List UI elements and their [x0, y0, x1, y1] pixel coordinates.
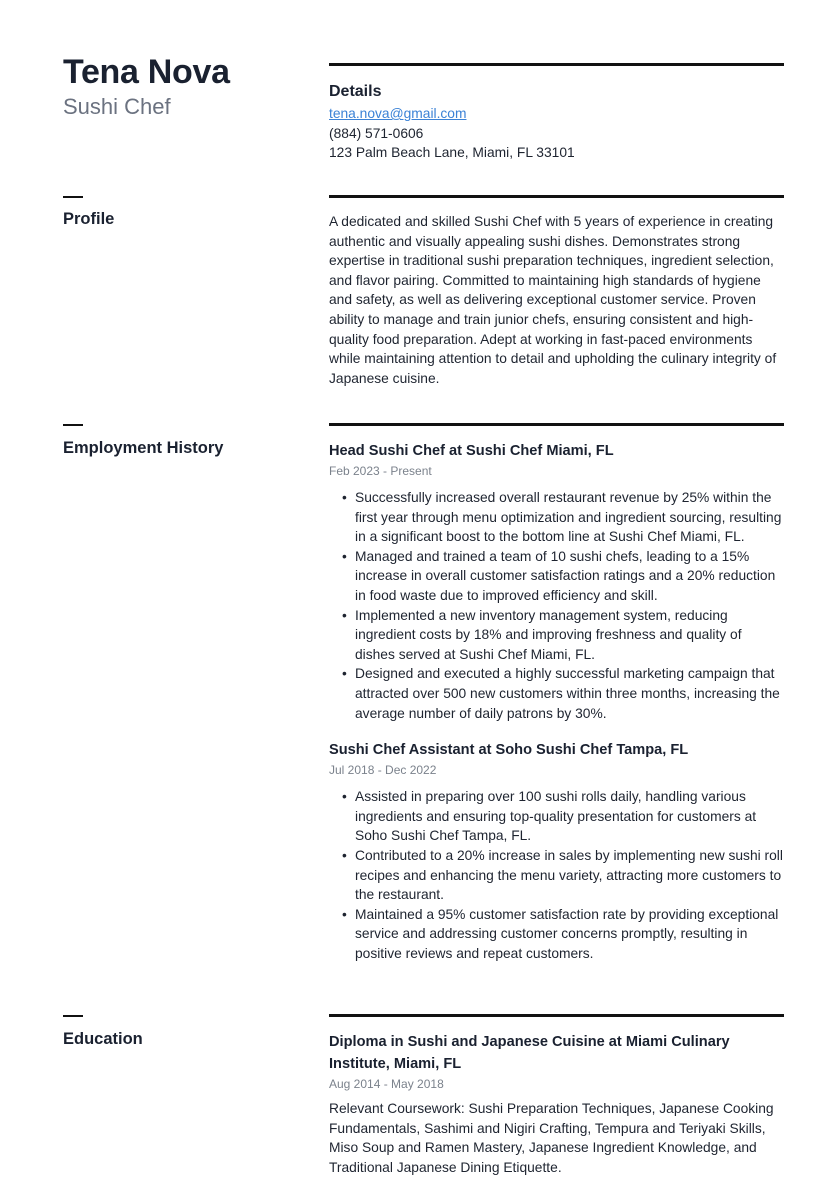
job-entry: [329, 440, 785, 723]
profile-heading: Profile: [63, 210, 115, 228]
phone-number: (884) 571-0606: [329, 125, 424, 141]
bullet-item: • Implemented a new inventory management system, reducing ingredient costs by 18% and improving freshness and quality of dishes served at Sushi Chef Miami, FL.: [355, 606, 785, 665]
job-bullets: [329, 787, 785, 963]
bullet-item: • Designed and executed a highly successful marketing campaign that attracted over 500 new customers within three months, increasing the average number of daily patrons by 30%.: [355, 664, 785, 723]
email-link[interactable]: tena.nova@gmail.com: [329, 106, 467, 121]
employment-list: [329, 440, 785, 963]
section-divider: [329, 423, 784, 426]
section-dash: [63, 424, 83, 426]
employment-heading: Employment History: [63, 439, 224, 457]
bullet-item: • Assisted in preparing over 100 sushi rolls daily, handling various ingredients and ensuring top-quality presentation for customers at Soho Sushi Chef Tampa, FL.: [355, 787, 785, 846]
section-divider: [329, 195, 784, 198]
job-bullets: [329, 488, 785, 723]
job-entry: [329, 739, 785, 963]
section-divider: [329, 63, 784, 66]
section-dash: [63, 1015, 83, 1017]
bullet-item: • Successfully increased overall restaurant revenue by 25% within the first year through menu optimization and ingredient sourcing, resulting in a significant boost to the bottom line at Sushi Chef Miami, FL.: [355, 488, 785, 547]
education-heading: Education: [63, 1030, 143, 1048]
section-dash: [63, 196, 83, 198]
candidate-name: Tena Nova: [63, 53, 230, 91]
candidate-job-title: Sushi Chef: [63, 94, 171, 119]
details-section: [329, 81, 785, 163]
bullet-item: • Managed and trained a team of 10 sushi chefs, leading to a 15% increase in overall customer satisfaction ratings and a 20% reduction in food waste due to improved efficiency and skill.: [355, 547, 785, 606]
job-dates: Feb 2023 - Present: [329, 464, 432, 478]
section-divider: [329, 1014, 784, 1017]
bullet-item: • Maintained a 95% customer satisfaction rate by providing exceptional service and addressing customer concerns promptly, resulting in positive reviews and repeat customers.: [355, 905, 785, 964]
profile-text: A dedicated and skilled Sushi Chef with 5 years of experience in creating authentic and visually appealing sushi dishes. Demonstrates strong expertise in traditional sushi preparation techniques, ingredient selection, and flavor pairing. Committed to maintaining high standards of hygiene and safety, as well as delivering exceptional customer service. Proven ability to manage and train junior chefs, ensuring consistent and high-quality food preparation. Adept at working in fast-paced environments while maintaining attention to detail and upholding the culinary integrity of Japanese cuisine.: [329, 214, 777, 386]
details-heading: Details: [329, 83, 382, 100]
address: 123 Palm Beach Lane, Miami, FL 33101: [329, 145, 575, 161]
education-entry: [329, 1031, 785, 1177]
education-dates: Aug 2014 - May 2018: [329, 1077, 444, 1091]
degree-title: Diploma in Sushi and Japanese Cuisine at Miami Culinary Institute, Miami, FL: [329, 1034, 730, 1072]
education-description: Relevant Coursework: Sushi Preparation Techniques, Japanese Cooking Fundamentals, Sashimi and Nigiri Crafting, Tempura and Teriyaki Skills, Miso Soup and Ramen Mastery, Japanese Ingredient Knowledge, and Traditional Japanese Dining Etiquette.: [329, 1101, 774, 1175]
job-title: Head Sushi Chef at Sushi Chef Miami, FL: [329, 443, 614, 459]
job-title: Sushi Chef Assistant at Soho Sushi Chef Tampa, FL: [329, 742, 689, 759]
job-dates: Jul 2018 - Dec 2022: [329, 763, 437, 778]
bullet-item: • Contributed to a 20% increase in sales by implementing new sushi roll recipes and enhancing the menu variety, attracting more customers to the restaurant.: [355, 846, 785, 905]
